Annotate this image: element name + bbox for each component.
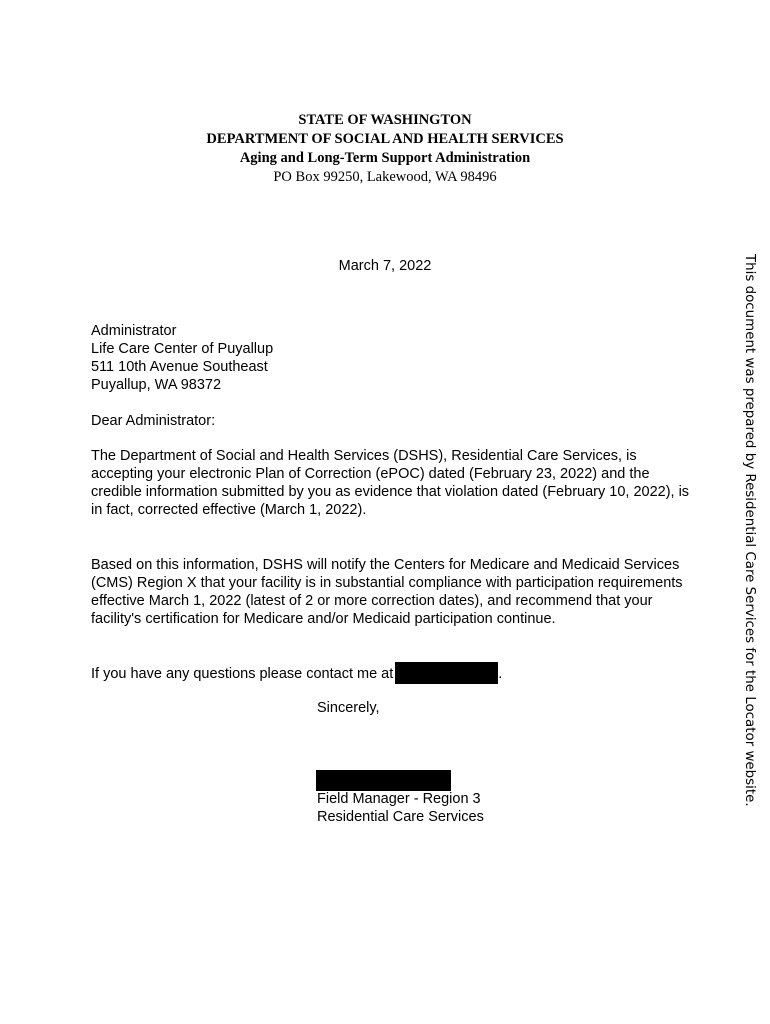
contact-line	[91, 662, 502, 684]
letterhead-state: STATE OF WASHINGTON	[298, 112, 472, 128]
sidebar-note	[739, 254, 759, 807]
redacted-signature	[316, 770, 451, 791]
signature-title: Field Manager - Region 3	[317, 791, 481, 807]
recipient-city: Puyallup, WA 98372	[91, 377, 222, 393]
recipient-title: Administrator	[91, 323, 177, 339]
contact-text: If you have any questions please contact me at	[91, 666, 394, 682]
salutation: Dear Administrator:	[91, 413, 216, 429]
sidebar-note-text: This document was prepared by Residential Care Services for the Locator website.	[742, 254, 757, 807]
letterhead	[0, 111, 770, 187]
body-paragraph-2: Based on this information, DSHS will notify the Centers for Medicare and Medicaid Services (CMS) Region X that your facility is in substantial compliance with participation requirements effective March 1, 2022 (latest of 2 or more correction dates), and recommend that your facility's certification for Medicare and/or Medicaid participation continue.	[91, 557, 683, 627]
letterhead-administration: Aging and Long-Term Support Administration	[239, 150, 531, 166]
recipient-name: Life Care Center of Puyallup	[91, 341, 274, 357]
letterhead-address: PO Box 99250, Lakewood, WA 98496	[273, 169, 497, 185]
signature-block	[317, 790, 484, 826]
letterhead-department: DEPARTMENT OF SOCIAL AND HEALTH SERVICES	[206, 131, 564, 147]
contact-end: .	[498, 666, 503, 682]
redacted-contact	[395, 662, 498, 684]
body-paragraph-1: The Department of Social and Health Services (DSHS), Residential Care Services, is accepting your electronic Plan of Correction (ePOC) dated (February 23, 2022) and the credible information submitted by you as evidence that violation dated (February 10, 2022), is in fact, corrected effective (March 1, 2022).	[91, 448, 690, 518]
recipient-street: 511 10th Avenue Southeast	[91, 359, 268, 375]
letter-date: March 7, 2022	[338, 258, 432, 274]
signature-unit: Residential Care Services	[317, 809, 484, 825]
closing: Sincerely,	[317, 700, 380, 716]
recipient-address	[91, 322, 273, 394]
